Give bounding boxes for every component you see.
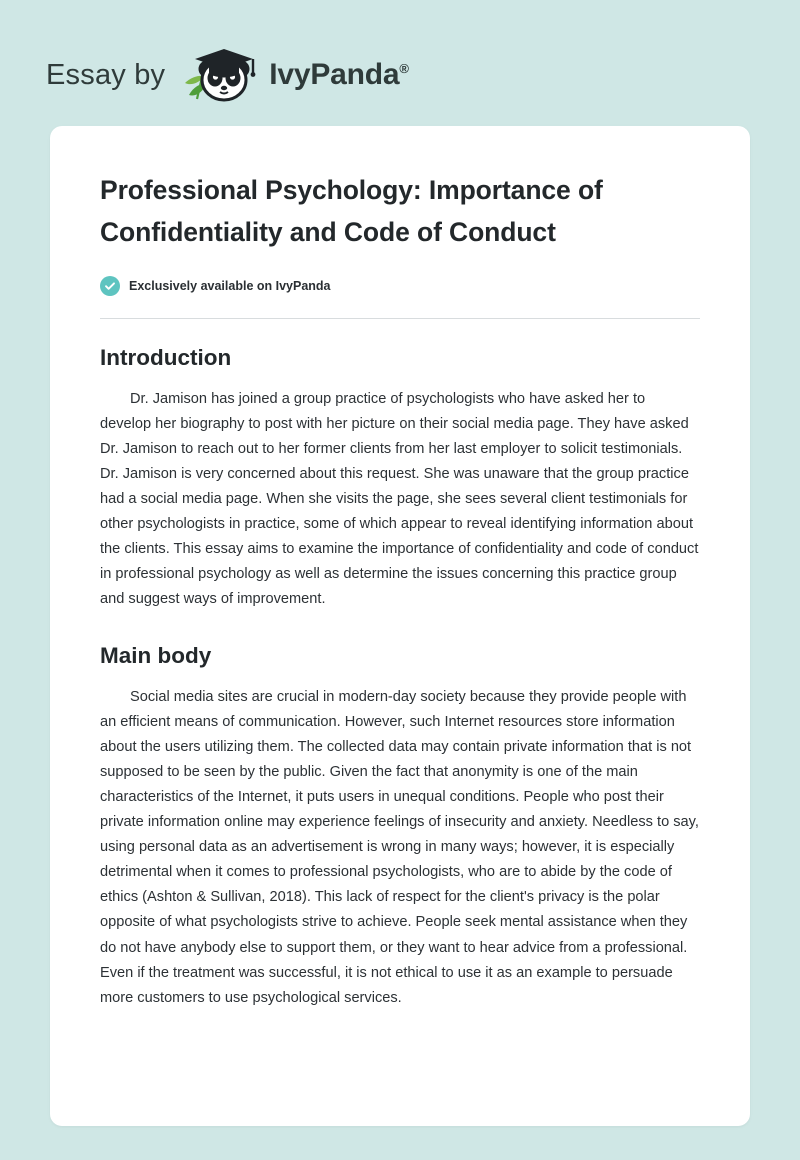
essay-by-label: Essay by bbox=[46, 58, 166, 91]
section-paragraph-main-body: Social media sites are crucial in modern-day society because they provide people with an efficient means of communication. However, such Internet resources store information about the users utilizing them. The collected data may contain private information that is not supposed to be seen by the public. Given the fact that anonymity is one of the main characteristics of the Internet, it puts users in unequal conditions. People who post their private information online may experience feelings of insecurity and anxiety. Needless to say, using personal data as an advertisement is wrong in many ways; however, it is especially detrimental when it comes to professional psychologists, who are to abide by the code of ethics (Ashton & Sullivan, 2018). This lack of respect for the client's privacy is the polar opposite of what psychologists strive to achieve. People seek mental assistance when they do not have anybody else to support them, or they want to hear advice from a professional. Even if the treatment was successful, it is not ethical to use it as an example to persuade more customers to use psychological services. bbox=[100, 688, 699, 1006]
panda-graduate-icon bbox=[179, 43, 265, 107]
page-title: Professional Psychology: Importance of Confidentiality and Code of Conduct bbox=[100, 175, 603, 247]
essay-card bbox=[50, 126, 750, 1126]
site-header bbox=[0, 0, 800, 112]
section-paragraph-introduction: Dr. Jamison has joined a group practice of psychologists who have asked her to develop her biography to post with her picture on their social media page. They have asked Dr. Jamison to reach out to her former clients from her last employer to solicit testimonials. Dr. Jamison is very concerned about this request. She was unaware that the group practice had a social media page. When she visits the page, she sees several client testimonials for other psychologists in practice, some of which appear to reveal identifying information about the clients. This essay aims to examine the importance of confidentiality and code of conduct in professional psychology as well as determine the issues concerning this practice group and suggest ways of improvement. bbox=[100, 390, 699, 608]
title-divider bbox=[100, 318, 700, 319]
status-badge bbox=[100, 276, 700, 296]
brand-name: IvyPanda® bbox=[269, 58, 409, 91]
section-heading-main-body: Main body bbox=[100, 642, 212, 668]
section-heading-introduction: Introduction bbox=[100, 344, 232, 370]
brand-logo-link[interactable] bbox=[179, 43, 409, 107]
check-circle-icon bbox=[100, 276, 120, 296]
exclusive-label: Exclusively available on IvyPanda bbox=[129, 278, 331, 293]
registered-mark: ® bbox=[399, 61, 409, 76]
